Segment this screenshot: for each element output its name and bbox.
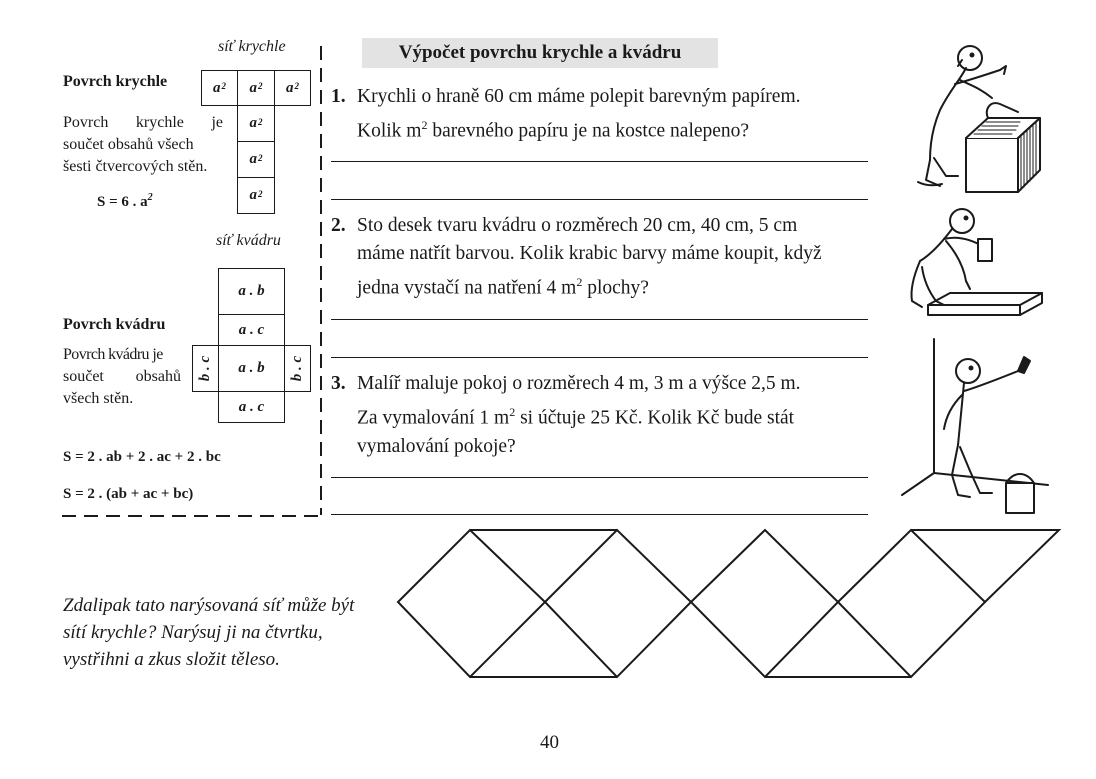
question-line-part: Kolik m — [357, 120, 422, 142]
cube-face-label: a — [249, 115, 257, 131]
cube-title: Povrch krychle — [63, 73, 168, 90]
question-line: Sto desek tvaru kvádru o rozměrech 20 cm, 40 cm, 5 cm — [357, 215, 798, 236]
illustration-wall-painter — [898, 335, 1058, 520]
answer-line[interactable] — [331, 514, 868, 515]
question-line — [357, 268, 822, 303]
cube-desc-line: Povrch krychle je — [63, 114, 223, 131]
question-number: 2. — [331, 215, 346, 236]
unit-exponent: 2 — [576, 275, 583, 289]
illustration-cube-gluing — [900, 40, 1050, 200]
answer-line[interactable] — [331, 319, 868, 320]
puzzle-prompt-line: sítí krychle? Narýsuj ji na čtvrtku, — [63, 622, 323, 643]
question-line: Malíř maluje pokoj o rozměrech 4 m, 3 m a výšce 2,5 m. — [357, 373, 801, 394]
cuboid-face-label: b . c — [289, 355, 306, 382]
page-number: 40 — [540, 732, 559, 753]
question-text — [357, 212, 822, 303]
cube-net-caption: síť krychle — [218, 38, 286, 55]
question-line-part: jedna vystačí na natření 4 m — [357, 277, 577, 299]
question-line — [357, 398, 801, 433]
unit-exponent: 2 — [421, 118, 428, 132]
cube-face-exponent: 2 — [258, 188, 263, 199]
question-text — [357, 370, 801, 461]
cuboid-formula-expanded: S = 2 . ab + 2 . ac + 2 . bc — [63, 449, 221, 465]
cuboid-desc-line: součet obsahů — [63, 368, 181, 385]
question-line: máme natřít barvou. Kolik krabic barvy máme koupit, když — [357, 243, 822, 264]
illustration-board-painting — [900, 205, 1050, 325]
cube-desc-line: šesti čtvercových stěn. — [63, 158, 208, 175]
question-line: Krychli o hraně 60 cm máme polepit barevným papírem. — [357, 86, 801, 107]
question-line-part: Za vymalování 1 m — [357, 407, 510, 429]
puzzle-prompt-line: Zdalipak tato narýsovaná síť může být — [63, 595, 355, 616]
cube-face-exponent: 2 — [221, 81, 226, 91]
cuboid-formula-factored: S = 2 . (ab + ac + bc) — [63, 486, 194, 502]
cube-desc-line: součet obsahů všech — [63, 136, 194, 153]
answer-line[interactable] — [331, 477, 868, 478]
question-line — [357, 111, 800, 146]
cuboid-desc-line: Povrch kvádru je — [63, 346, 163, 363]
cuboid-face-label: a . b — [238, 283, 265, 299]
puzzle-prompt-line: vystřihni a zkus složit těleso. — [63, 649, 280, 670]
page-heading — [362, 38, 718, 68]
cuboid-net-caption: síť kvádru — [216, 232, 281, 249]
cube-face-exponent: 2 — [258, 152, 263, 163]
question-line-part: si účtuje 25 Kč. Kolik Kč bude stát — [515, 407, 795, 429]
cuboid-desc-line: všech stěn. — [63, 390, 134, 407]
left-panel-dashed-border — [0, 0, 340, 530]
cuboid-face-label: a . b — [238, 360, 265, 376]
unit-exponent: 2 — [509, 405, 516, 419]
question-line-part: barevného papíru je na kostce nalepeno? — [427, 120, 750, 142]
diamond-net-figure — [395, 522, 1065, 684]
answer-line[interactable] — [331, 199, 868, 200]
cube-face-exponent: 2 — [258, 81, 263, 91]
question-text — [357, 83, 800, 146]
cube-face-label: a — [213, 79, 221, 96]
cube-face-label: a — [249, 151, 257, 167]
cube-face-exponent: 2 — [294, 81, 299, 91]
cube-face-exponent: 2 — [258, 116, 263, 127]
cube-formula-text: S = 6 . a — [97, 194, 148, 210]
question-line: vymalování pokoje? — [357, 435, 516, 457]
cuboid-face-label: a . c — [238, 321, 265, 338]
question-number: 1. — [331, 86, 346, 107]
cuboid-face-label: a . c — [238, 398, 265, 415]
page-heading-text: Výpočet povrchu krychle a kvádru — [398, 42, 682, 63]
answer-line[interactable] — [331, 357, 868, 358]
question-number: 3. — [331, 373, 346, 394]
cube-formula-exponent: 2 — [147, 192, 153, 203]
cube-face-label: a — [249, 79, 257, 96]
puzzle-prompt — [63, 592, 383, 673]
cube-face-label: a — [286, 79, 294, 96]
cube-face-label: a — [249, 187, 257, 203]
question-line-part: plochy? — [582, 277, 649, 299]
answer-line[interactable] — [331, 161, 868, 162]
cuboid-title: Povrch kvádru — [63, 316, 166, 333]
cuboid-face-label: b . c — [197, 355, 214, 382]
